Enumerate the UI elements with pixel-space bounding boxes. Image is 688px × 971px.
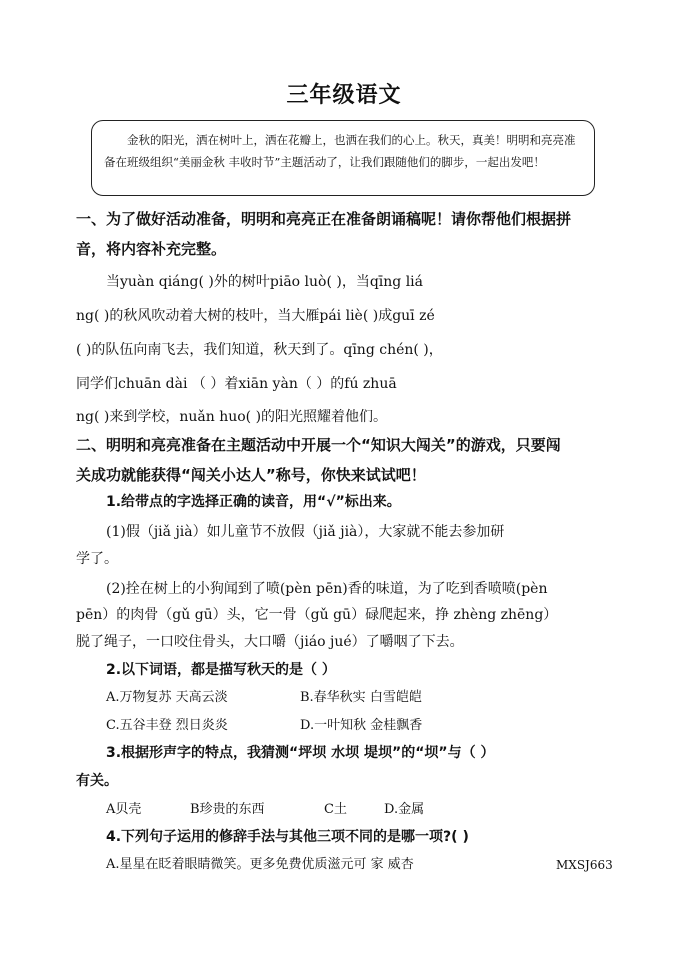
question-1-item-1-line-2: 学了。: [76, 551, 118, 567]
question-3-option-d: D.金属: [384, 802, 425, 817]
question-1-prompt: 1.给带点的字选择正确的读音，用“√”标出来。: [106, 494, 401, 510]
question-3-prompt-cont: 有关。: [76, 773, 118, 789]
passage-line-2: ng( )的秋风吹动着大树的枝叶，当大雁pái liè( )成guī zé: [76, 308, 435, 324]
passage-line-1: 当yuàn qiáng( )外的树叶piāo luò( )，当qīng liá: [106, 274, 424, 290]
passage-line-4: 同学们chuān dài （ ）着xiān yàn（ ）的fú zhuā: [76, 376, 397, 392]
question-1-item-2-line-1: (2)拴在树上的小狗闻到了喷(pèn pēn)香的味道，为了吃到香喷喷(pèn: [106, 581, 548, 597]
section-two-heading: [76, 430, 624, 490]
page-title: 三年级语文: [286, 82, 402, 108]
section-one-heading: [76, 204, 624, 264]
question-2-option-b: B.春华秋实 白雪皑皑: [300, 690, 422, 705]
section-one-line-1: 一、为了做好活动准备，明明和亮亮正在准备朗诵稿呢！请你帮他们根据拼: [76, 210, 572, 228]
question-3-option-c: C土: [324, 802, 347, 817]
section-two-line-2: 关成功就能获得“闯关小达人”称号，你快来试试吧！: [76, 466, 426, 484]
section-one-line-2: 音，将内容补充完整。: [76, 240, 227, 258]
question-3-option-b: B珍贵的东西: [190, 802, 265, 817]
question-2-prompt: 2.以下词语，都是描写秋天的是（ ）: [106, 662, 336, 678]
question-4-prompt: 4.下列句子运用的修辞手法与其他三项不同的是哪一项?( ): [106, 829, 469, 845]
question-2-option-a: A.万物复苏 天高云淡: [106, 690, 228, 705]
question-3-prompt: 3.根据形声字的特点，我猜测“坪坝 水坝 堤坝”的“坝”与（ ）: [106, 745, 495, 761]
question-1-item-2-line-2: pēn）的肉骨（gǔ gū）头，它一骨（gǔ gū）碌爬起来，挣 zhèng zhēng）: [76, 607, 558, 623]
question-2-option-d: D.一叶知秋 金桂飘香: [300, 718, 423, 733]
question-1-item-1-line-1: (1)假（jiǎ jià）如儿童节不放假（jiǎ jià），大家就不能去参加研: [106, 524, 505, 540]
question-1-item-2-line-3: 脱了绳子，一口咬住骨头，大口嚼（jiáo jué）了嚼咽了下去。: [76, 634, 464, 650]
intro-box: 金秋的阳光，洒在树叶上，洒在花瓣上，也洒在我们的心上。秋天，真美！明明和亮亮准备在班级组织“美丽金秋 丰收时节”主题活动了，让我们跟随他们的脚步，一起出发吧！: [91, 120, 595, 196]
question-4-option-a: A.星星在眨着眼睛微笑。更多免费优质滋元可 家 威杏: [106, 857, 414, 872]
section-two-line-1: 二、明明和亮亮准备在主题活动中开展一个“知识大闯关”的游戏，只要闯: [76, 436, 561, 454]
question-3-option-a: A贝壳: [106, 802, 142, 817]
passage-line-5: ng( )来到学校，nuǎn huo( )的阳光照耀着他们。: [76, 409, 388, 425]
watermark-code: MXSJ663: [556, 858, 613, 872]
passage-line-3: ( )的队伍向南飞去，我们知道，秋天到了。qīng chén( )，: [76, 342, 443, 358]
question-2-option-c: C.五谷丰登 烈日炎炎: [106, 718, 228, 733]
